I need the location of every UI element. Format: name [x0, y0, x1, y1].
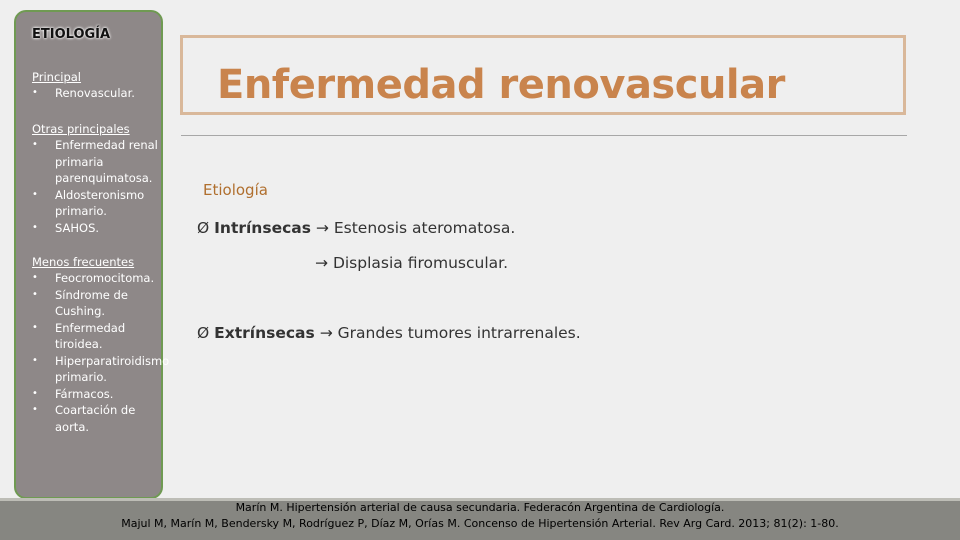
- intrinsecas-label: Intrínsecas: [214, 219, 311, 237]
- otras-list: [32, 137, 158, 236]
- list-item: • Renovascular.: [32, 86, 135, 100]
- list-item: • Aldosteronismo primario.: [32, 187, 145, 218]
- bullet-icon: •: [32, 387, 38, 399]
- list-item: • Enfermedad tiroidea.: [32, 320, 126, 351]
- arrow-icon: →: [315, 254, 328, 272]
- footer-reference-2: Majul M, Marín M, Bendersky M, Rodríguez P, Díaz M, Orías M. Concenso de Hipertensión Arterial. Rev Arg Card. 2013; 81(2): 1-80.: [121, 517, 839, 530]
- footer-reference-1: Marín M. Hipertensión arterial de causa secundaria. Federacón Argentina de Cardiología.: [235, 501, 725, 514]
- bullet-icon: •: [32, 188, 38, 200]
- list-item: • Feocromocitoma.: [32, 271, 155, 285]
- sidebar-heading: ETIOLOGÍA: [32, 27, 111, 42]
- list-item: • Síndrome de Cushing.: [32, 287, 128, 318]
- list-item: • Enfermedad renal primaria parenquimatosa.: [32, 138, 158, 185]
- title-divider: [181, 135, 907, 136]
- extrinsecas-value: Grandes tumores intrarrenales.: [337, 324, 581, 342]
- arrow-bullet-icon: Ø: [197, 324, 210, 342]
- principal-list: [32, 85, 158, 102]
- bullet-icon: •: [32, 321, 38, 333]
- arrow-bullet-icon: Ø: [197, 219, 210, 237]
- intrinsecas-value-2: Displasia firomuscular.: [332, 254, 509, 272]
- extrinsecas-line: [197, 324, 581, 342]
- etiology-sidebar-panel: [14, 10, 170, 499]
- list-item: • Coartación de aorta.: [32, 403, 136, 434]
- section-subtitle: Etiología: [203, 181, 268, 199]
- arrow-icon: →: [315, 219, 329, 237]
- extrinsecas-label: Extrínsecas: [214, 324, 315, 342]
- bullet-icon: •: [32, 87, 38, 98]
- bullet-icon: •: [32, 288, 38, 300]
- menos-group-title: Menos frecuentes: [32, 255, 135, 269]
- bullet-icon: •: [32, 272, 38, 283]
- arrow-icon: →: [319, 324, 333, 342]
- list-item: • SAHOS.: [32, 220, 100, 235]
- bullet-icon: •: [32, 404, 38, 415]
- list-item: • Fármacos.: [32, 386, 114, 401]
- intrinsecas-value-1: Estenosis ateromatosa.: [333, 219, 516, 237]
- list-item: • Hiperparatiroidismo primario.: [32, 353, 170, 384]
- menos-list: [32, 270, 170, 435]
- intrinsecas-line-2: [315, 254, 508, 272]
- bullet-icon: •: [32, 354, 38, 366]
- intrinsecas-line: [197, 219, 515, 237]
- bullet-icon: •: [32, 221, 38, 233]
- otras-group-title: Otras principales: [32, 122, 130, 136]
- page-title: Enfermedad renovascular: [217, 62, 785, 108]
- bullet-icon: •: [32, 139, 38, 150]
- principal-group-title: Principal: [32, 70, 82, 84]
